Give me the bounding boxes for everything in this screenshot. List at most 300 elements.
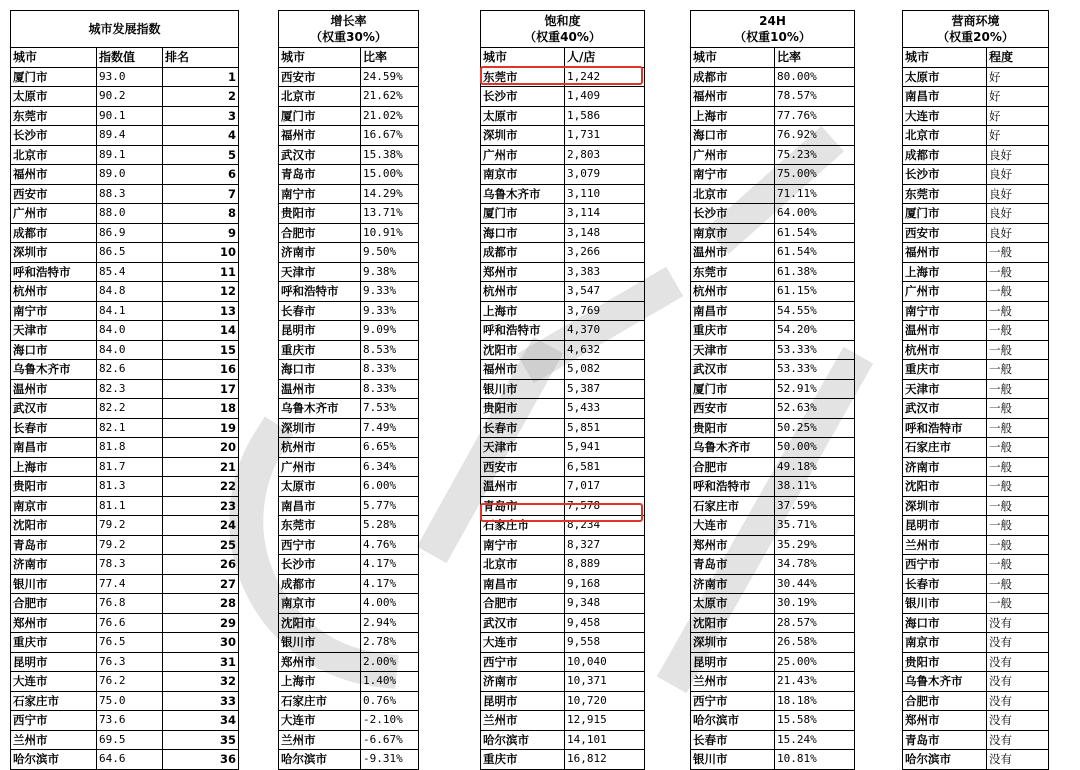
value-cell: 13: [163, 301, 239, 321]
table-row: [903, 574, 1049, 594]
table-row: [691, 67, 855, 87]
value-cell: 81.8: [97, 438, 163, 458]
table-row: [691, 652, 855, 672]
value-cell: 14,101: [565, 730, 645, 750]
value-cell: 30.44%: [775, 574, 855, 594]
value-cell: 一般: [987, 496, 1049, 516]
table-row: [903, 535, 1049, 555]
table-row: [279, 67, 419, 87]
city-cell: 杭州市: [11, 282, 97, 302]
hour24-table-title: 24H （权重10%）: [691, 11, 855, 48]
city-cell: 长沙市: [279, 555, 361, 575]
table-row: [691, 574, 855, 594]
city-cell: 东莞市: [903, 184, 987, 204]
table-row: [691, 438, 855, 458]
index-table-title: 城市发展指数: [11, 11, 239, 48]
value-cell: 2.94%: [361, 613, 419, 633]
table-row: [903, 652, 1049, 672]
city-cell: 天津市: [11, 321, 97, 341]
table-row: [279, 399, 419, 419]
value-cell: 54.20%: [775, 321, 855, 341]
table-row: [279, 691, 419, 711]
value-cell: 12,915: [565, 711, 645, 731]
city-cell: 北京市: [691, 184, 775, 204]
value-cell: 7,578: [565, 496, 645, 516]
table-row: [481, 555, 645, 575]
table-row: [691, 165, 855, 185]
table-row: [11, 535, 239, 555]
table-row: [691, 204, 855, 224]
table-row: [11, 730, 239, 750]
table-row: [11, 165, 239, 185]
table-row: [903, 594, 1049, 614]
table-row: [903, 691, 1049, 711]
table-row: [279, 750, 419, 770]
table-row: [11, 438, 239, 458]
saturation-table-title: 饱和度 （权重40%）: [481, 11, 645, 48]
city-cell: 太原市: [691, 594, 775, 614]
value-cell: 33: [163, 691, 239, 711]
table-row: [481, 184, 645, 204]
city-cell: 长春市: [11, 418, 97, 438]
value-cell: 一般: [987, 243, 1049, 263]
table-row: [691, 555, 855, 575]
table-row: [279, 438, 419, 458]
city-cell: 西宁市: [11, 711, 97, 731]
value-cell: 3,148: [565, 223, 645, 243]
city-cell: 温州市: [11, 379, 97, 399]
value-cell: 9: [163, 223, 239, 243]
value-cell: 76.92%: [775, 126, 855, 146]
city-cell: 成都市: [11, 223, 97, 243]
city-cell: 长春市: [279, 301, 361, 321]
city-cell: 杭州市: [481, 282, 565, 302]
city-cell: 昆明市: [481, 691, 565, 711]
table-row: [691, 711, 855, 731]
growth-table: [278, 10, 419, 770]
value-cell: 77.76%: [775, 106, 855, 126]
table-row: [903, 555, 1049, 575]
city-cell: 厦门市: [481, 204, 565, 224]
value-cell: 9,558: [565, 633, 645, 653]
city-cell: 沈阳市: [279, 613, 361, 633]
city-cell: 贵阳市: [279, 204, 361, 224]
city-cell: 长沙市: [903, 165, 987, 185]
city-cell: 乌鲁木齐市: [481, 184, 565, 204]
value-cell: 10,040: [565, 652, 645, 672]
city-cell: 南宁市: [903, 301, 987, 321]
value-cell: 5,941: [565, 438, 645, 458]
city-cell: 大连市: [691, 516, 775, 536]
table-row: [481, 67, 645, 87]
value-cell: 27: [163, 574, 239, 594]
table-row: [11, 67, 239, 87]
value-cell: 5.28%: [361, 516, 419, 536]
value-cell: 84.0: [97, 340, 163, 360]
city-cell: 南昌市: [481, 574, 565, 594]
value-cell: 一般: [987, 379, 1049, 399]
city-cell: 乌鲁木齐市: [691, 438, 775, 458]
city-cell: 哈尔滨市: [481, 730, 565, 750]
city-cell: 石家庄市: [481, 516, 565, 536]
value-cell: 14: [163, 321, 239, 341]
table-row: [481, 672, 645, 692]
city-cell: 大连市: [481, 633, 565, 653]
table-row: [481, 301, 645, 321]
city-cell: 南京市: [11, 496, 97, 516]
value-cell: 10.81%: [775, 750, 855, 770]
table-row: [11, 418, 239, 438]
city-cell: 郑州市: [11, 613, 97, 633]
value-cell: 1,586: [565, 106, 645, 126]
city-cell: 沈阳市: [903, 477, 987, 497]
value-cell: 75.00%: [775, 165, 855, 185]
column-header: 城市: [481, 48, 565, 68]
value-cell: 24: [163, 516, 239, 536]
city-cell: 南宁市: [11, 301, 97, 321]
value-cell: 76.8: [97, 594, 163, 614]
city-cell: 武汉市: [691, 360, 775, 380]
city-cell: 太原市: [279, 477, 361, 497]
city-cell: 呼和浩特市: [11, 262, 97, 282]
value-cell: 52.63%: [775, 399, 855, 419]
value-cell: 81.7: [97, 457, 163, 477]
table-row: [481, 399, 645, 419]
table-row: [279, 652, 419, 672]
value-cell: 49.18%: [775, 457, 855, 477]
city-cell: 兰州市: [11, 730, 97, 750]
value-cell: 10,720: [565, 691, 645, 711]
table-row: [691, 496, 855, 516]
table-row: [481, 204, 645, 224]
value-cell: 1.40%: [361, 672, 419, 692]
city-cell: 上海市: [903, 262, 987, 282]
table-row: [903, 516, 1049, 536]
city-cell: 北京市: [903, 126, 987, 146]
column-header: 城市: [903, 48, 987, 68]
table-row: [691, 418, 855, 438]
value-cell: 34: [163, 711, 239, 731]
value-cell: 21.02%: [361, 106, 419, 126]
value-cell: 82.3: [97, 379, 163, 399]
city-cell: 武汉市: [481, 613, 565, 633]
table-row: [279, 321, 419, 341]
table-row: [903, 282, 1049, 302]
table-row: [11, 262, 239, 282]
table-row: [903, 126, 1049, 146]
city-cell: 南京市: [481, 165, 565, 185]
city-cell: 长沙市: [481, 87, 565, 107]
saturation-table: [480, 10, 645, 770]
value-cell: 7.49%: [361, 418, 419, 438]
city-cell: 郑州市: [903, 711, 987, 731]
value-cell: 7: [163, 184, 239, 204]
table-row: [691, 87, 855, 107]
value-cell: 一般: [987, 555, 1049, 575]
value-cell: 6: [163, 165, 239, 185]
table-row: [11, 321, 239, 341]
table-row: [279, 457, 419, 477]
value-cell: 79.2: [97, 535, 163, 555]
city-cell: 济南市: [11, 555, 97, 575]
table-row: [903, 438, 1049, 458]
table-row: [279, 243, 419, 263]
value-cell: 79.2: [97, 516, 163, 536]
table-row: [903, 223, 1049, 243]
value-cell: 11: [163, 262, 239, 282]
value-cell: 30: [163, 633, 239, 653]
value-cell: 一般: [987, 594, 1049, 614]
city-cell: 哈尔滨市: [11, 750, 97, 770]
value-cell: 好: [987, 67, 1049, 87]
business-table: [902, 10, 1049, 770]
city-cell: 温州市: [691, 243, 775, 263]
table-row: [279, 555, 419, 575]
value-cell: 没有: [987, 633, 1049, 653]
table-row: [279, 418, 419, 438]
table-row: [279, 106, 419, 126]
value-cell: 89.4: [97, 126, 163, 146]
value-cell: 1,242: [565, 67, 645, 87]
table-row: [279, 613, 419, 633]
value-cell: 一般: [987, 535, 1049, 555]
city-cell: 西安市: [11, 184, 97, 204]
value-cell: 88.0: [97, 204, 163, 224]
table-row: [279, 165, 419, 185]
table-row: [11, 633, 239, 653]
city-cell: 太原市: [903, 67, 987, 87]
city-cell: 重庆市: [691, 321, 775, 341]
table-row: [11, 399, 239, 419]
value-cell: 没有: [987, 711, 1049, 731]
city-cell: 合肥市: [691, 457, 775, 477]
city-cell: 合肥市: [481, 594, 565, 614]
city-cell: 南昌市: [691, 301, 775, 321]
city-cell: 厦门市: [279, 106, 361, 126]
table-row: [11, 477, 239, 497]
city-cell: 天津市: [903, 379, 987, 399]
city-cell: 南宁市: [279, 184, 361, 204]
city-cell: 大连市: [279, 711, 361, 731]
city-cell: 上海市: [11, 457, 97, 477]
city-cell: 石家庄市: [903, 438, 987, 458]
city-cell: 成都市: [481, 243, 565, 263]
value-cell: 1,731: [565, 126, 645, 146]
city-cell: 呼和浩特市: [903, 418, 987, 438]
city-cell: 西宁市: [691, 691, 775, 711]
table-row: [691, 457, 855, 477]
value-cell: 22: [163, 477, 239, 497]
value-cell: 8.33%: [361, 379, 419, 399]
value-cell: 80.00%: [775, 67, 855, 87]
value-cell: 28: [163, 594, 239, 614]
table-row: [691, 145, 855, 165]
value-cell: 88.3: [97, 184, 163, 204]
value-cell: 没有: [987, 672, 1049, 692]
value-cell: 85.4: [97, 262, 163, 282]
city-cell: 深圳市: [691, 633, 775, 653]
value-cell: 71.11%: [775, 184, 855, 204]
table-row: [903, 67, 1049, 87]
city-cell: 温州市: [279, 379, 361, 399]
table-row: [903, 379, 1049, 399]
table-row: [11, 360, 239, 380]
table-row: [903, 418, 1049, 438]
value-cell: 5,387: [565, 379, 645, 399]
city-cell: 石家庄市: [279, 691, 361, 711]
city-cell: 海口市: [903, 613, 987, 633]
table-row: [481, 730, 645, 750]
city-cell: 南京市: [691, 223, 775, 243]
value-cell: 3,079: [565, 165, 645, 185]
value-cell: 一般: [987, 418, 1049, 438]
value-cell: 4.17%: [361, 555, 419, 575]
value-cell: 78.57%: [775, 87, 855, 107]
table-row: [481, 594, 645, 614]
city-cell: 深圳市: [481, 126, 565, 146]
value-cell: 8,234: [565, 516, 645, 536]
table-row: [903, 243, 1049, 263]
city-cell: 深圳市: [903, 496, 987, 516]
city-cell: 重庆市: [481, 750, 565, 770]
value-cell: 4,632: [565, 340, 645, 360]
value-cell: 好: [987, 106, 1049, 126]
column-header: 城市: [279, 48, 361, 68]
city-cell: 东莞市: [481, 67, 565, 87]
column-header: 程度: [987, 48, 1049, 68]
table-row: [11, 340, 239, 360]
table-row: [279, 672, 419, 692]
table-row: [903, 477, 1049, 497]
table-row: [903, 613, 1049, 633]
table-row: [481, 496, 645, 516]
value-cell: 15.38%: [361, 145, 419, 165]
value-cell: 50.25%: [775, 418, 855, 438]
table-row: [903, 711, 1049, 731]
table-row: [691, 516, 855, 536]
city-cell: 长沙市: [11, 126, 97, 146]
ranking-document: [10, 10, 1074, 767]
city-cell: 广州市: [691, 145, 775, 165]
city-cell: 北京市: [279, 87, 361, 107]
value-cell: 一般: [987, 438, 1049, 458]
city-cell: 济南市: [903, 457, 987, 477]
value-cell: 73.6: [97, 711, 163, 731]
value-cell: 3: [163, 106, 239, 126]
value-cell: 3,547: [565, 282, 645, 302]
value-cell: 没有: [987, 691, 1049, 711]
city-cell: 贵阳市: [691, 418, 775, 438]
value-cell: 良好: [987, 204, 1049, 224]
city-cell: 哈尔滨市: [279, 750, 361, 770]
city-cell: 兰州市: [279, 730, 361, 750]
value-cell: 6.00%: [361, 477, 419, 497]
city-cell: 乌鲁木齐市: [279, 399, 361, 419]
city-cell: 银川市: [481, 379, 565, 399]
value-cell: 7.53%: [361, 399, 419, 419]
value-cell: 没有: [987, 730, 1049, 750]
table-row: [903, 145, 1049, 165]
city-cell: 长沙市: [691, 204, 775, 224]
city-cell: 北京市: [11, 145, 97, 165]
city-cell: 南昌市: [11, 438, 97, 458]
table-row: [481, 126, 645, 146]
table-row: [481, 516, 645, 536]
table-row: [691, 301, 855, 321]
city-cell: 沈阳市: [11, 516, 97, 536]
value-cell: 23: [163, 496, 239, 516]
value-cell: 35.29%: [775, 535, 855, 555]
value-cell: 76.6: [97, 613, 163, 633]
value-cell: 2.78%: [361, 633, 419, 653]
table-row: [279, 145, 419, 165]
value-cell: 19: [163, 418, 239, 438]
city-cell: 石家庄市: [691, 496, 775, 516]
value-cell: 90.1: [97, 106, 163, 126]
value-cell: 89.0: [97, 165, 163, 185]
value-cell: 6,581: [565, 457, 645, 477]
city-cell: 广州市: [11, 204, 97, 224]
value-cell: -6.67%: [361, 730, 419, 750]
value-cell: 75.23%: [775, 145, 855, 165]
value-cell: -2.10%: [361, 711, 419, 731]
value-cell: 18.18%: [775, 691, 855, 711]
column-header: 比率: [361, 48, 419, 68]
table-row: [11, 594, 239, 614]
value-cell: 5,082: [565, 360, 645, 380]
value-cell: 21.43%: [775, 672, 855, 692]
city-cell: 银川市: [11, 574, 97, 594]
table-row: [481, 340, 645, 360]
city-cell: 武汉市: [903, 399, 987, 419]
value-cell: 82.1: [97, 418, 163, 438]
table-row: [903, 730, 1049, 750]
table-row: [691, 613, 855, 633]
table-row: [903, 672, 1049, 692]
table-row: [903, 750, 1049, 770]
value-cell: 好: [987, 87, 1049, 107]
value-cell: 4.00%: [361, 594, 419, 614]
table-row: [11, 106, 239, 126]
value-cell: 93.0: [97, 67, 163, 87]
table-row: [691, 750, 855, 770]
city-cell: 南昌市: [279, 496, 361, 516]
table-row: [11, 496, 239, 516]
value-cell: 一般: [987, 516, 1049, 536]
value-cell: 良好: [987, 165, 1049, 185]
table-row: [903, 321, 1049, 341]
value-cell: 1,409: [565, 87, 645, 107]
city-cell: 呼和浩特市: [279, 282, 361, 302]
value-cell: 3,769: [565, 301, 645, 321]
value-cell: 81.3: [97, 477, 163, 497]
value-cell: 84.8: [97, 282, 163, 302]
value-cell: 20: [163, 438, 239, 458]
city-cell: 杭州市: [691, 282, 775, 302]
city-cell: 福州市: [691, 87, 775, 107]
table-row: [279, 477, 419, 497]
table-row: [279, 262, 419, 282]
value-cell: 良好: [987, 184, 1049, 204]
city-cell: 济南市: [691, 574, 775, 594]
table-row: [481, 379, 645, 399]
business-table-title: 营商环境 （权重20%）: [903, 11, 1049, 48]
table-row: [691, 126, 855, 146]
value-cell: 31: [163, 652, 239, 672]
value-cell: 53.33%: [775, 340, 855, 360]
column-header: 指数值: [97, 48, 163, 68]
table-row: [691, 223, 855, 243]
